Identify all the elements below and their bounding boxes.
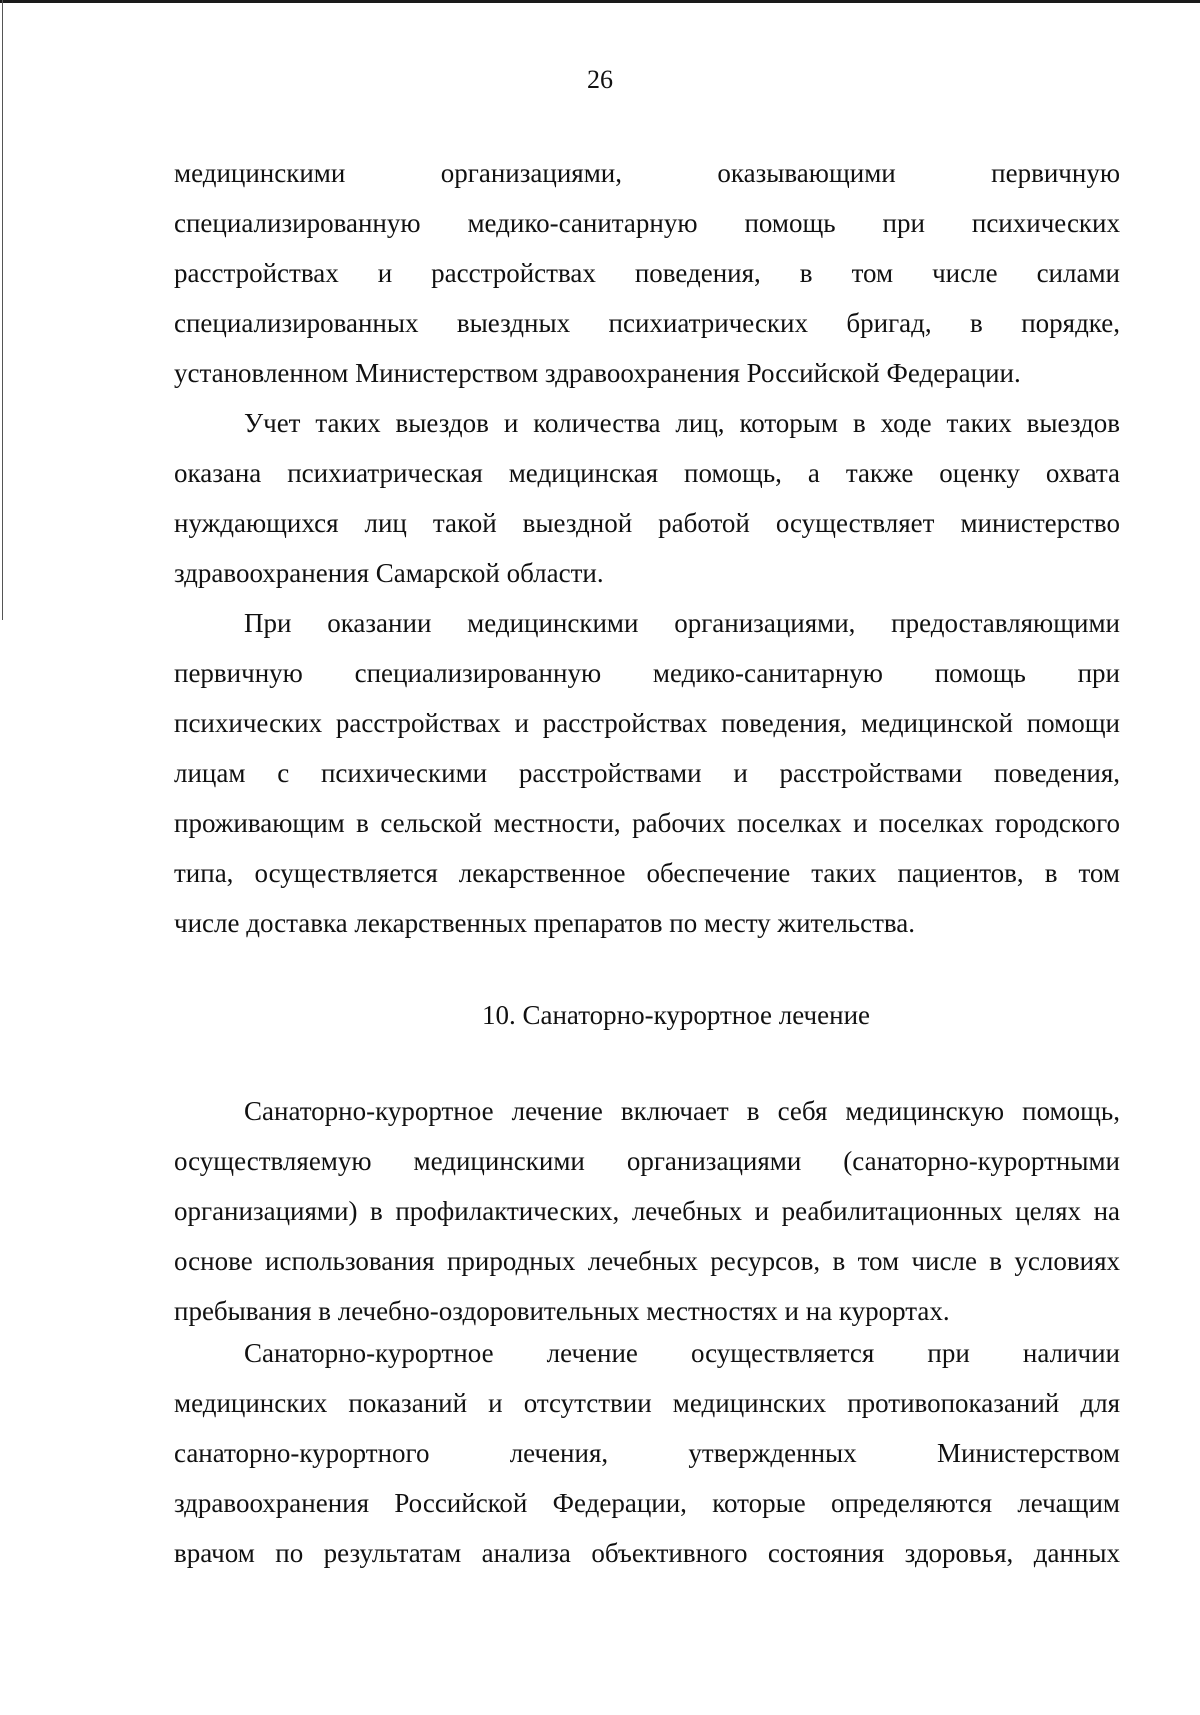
text-line: специализированную медико-санитарную помощь при психических	[174, 208, 1120, 238]
text-line: типа, осуществляется лекарственное обеспечение таких пациентов, в том	[174, 858, 1120, 888]
text-line: Санаторно-курортное лечение включает в себя медицинскую помощь,	[244, 1096, 1120, 1126]
text-line: медицинскими организациями, оказывающими первичную	[174, 158, 1120, 188]
text-line: первичную специализированную медико-санитарную помощь при	[174, 658, 1120, 688]
text-line: установленном Министерством здравоохранения Российской Федерации.	[174, 358, 1021, 388]
text-line: организациями) в профилактических, лечебных и реабилитационных целях на	[174, 1196, 1120, 1226]
text-line: оказана психиатрическая медицинская помощь, а также оценку охвата	[174, 458, 1120, 488]
text-line: психических расстройствах и расстройствах поведения, медицинской помощи	[174, 708, 1120, 738]
text-line: При оказании медицинскими организациями, предоставляющими	[244, 608, 1120, 638]
text-line: проживающим в сельской местности, рабочих поселках и поселках городского	[174, 808, 1120, 838]
text-line: здравоохранения Российской Федерации, которые определяются лечащим	[174, 1488, 1120, 1518]
paragraph-1	[174, 148, 1120, 398]
text-line: санаторно-курортного лечения, утвержденных Министерством	[174, 1438, 1120, 1468]
text-line: медицинских показаний и отсутствии медицинских противопоказаний для	[174, 1388, 1120, 1418]
text-line: Учет таких выездов и количества лиц, которым в ходе таких выездов	[244, 408, 1120, 438]
text-line: врачом по результатам анализа объективного состояния здоровья, данных	[174, 1538, 1120, 1568]
text-line: специализированных выездных психиатрических бригад, в порядке,	[174, 308, 1120, 338]
text-line: осуществляемую медицинскими организациями (санаторно-курортными	[174, 1146, 1120, 1176]
text-line: здравоохранения Самарской области.	[174, 558, 604, 588]
text-line: нуждающихся лиц такой выездной работой осуществляет министерство	[174, 508, 1120, 538]
text-line: расстройствах и расстройствах поведения, в том числе силами	[174, 258, 1120, 288]
text-line: Санаторно-курортное лечение осуществляется при наличии	[244, 1338, 1120, 1368]
text-line: основе использования природных лечебных ресурсов, в том числе в условиях	[174, 1246, 1120, 1276]
paragraph-4	[174, 1086, 1120, 1336]
scan-edge-top	[0, 0, 1200, 3]
text-line: лицам с психическими расстройствами и расстройствами поведения,	[174, 758, 1120, 788]
paragraph-3	[174, 598, 1120, 948]
paragraph-2	[174, 398, 1120, 598]
text-line: пребывания в лечебно-оздоровительных местностях и на курортах.	[174, 1296, 950, 1326]
text-line: числе доставка лекарственных препаратов по месту жительства.	[174, 908, 916, 938]
section-heading: 10. Санаторно-курортное лечение	[481, 1000, 871, 1030]
paragraph-5	[174, 1328, 1120, 1578]
page-number: 26	[587, 65, 613, 94]
